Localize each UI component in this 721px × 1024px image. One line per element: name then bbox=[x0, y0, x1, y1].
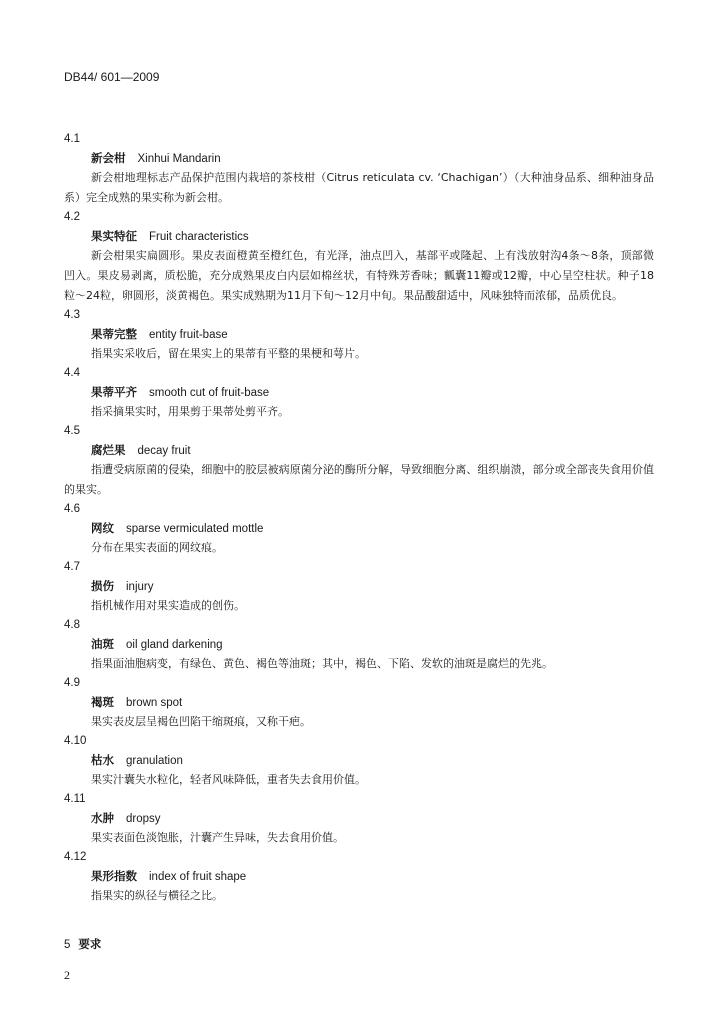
term-entry bbox=[64, 130, 654, 208]
term-entry bbox=[64, 558, 654, 616]
term-chinese-name: 腐烂果 bbox=[91, 443, 126, 457]
term-title bbox=[64, 226, 654, 246]
term-chinese-name: 网纹 bbox=[91, 521, 114, 535]
term-title bbox=[64, 634, 654, 654]
term-entry bbox=[64, 732, 654, 790]
term-chinese-name: 果蒂完整 bbox=[91, 327, 137, 341]
term-number: 4.9 bbox=[64, 677, 80, 689]
term-title bbox=[64, 808, 654, 828]
term-number: 4.4 bbox=[64, 367, 80, 379]
term-number: 4.8 bbox=[64, 619, 80, 631]
term-number: 4.10 bbox=[64, 735, 87, 747]
term-chinese-name: 损伤 bbox=[91, 579, 114, 593]
term-english-name: Xinhui Mandarin bbox=[137, 153, 221, 165]
document-code-header: DB44/ 601—2009 bbox=[64, 70, 160, 84]
term-title bbox=[64, 866, 654, 886]
term-title bbox=[64, 750, 654, 770]
term-entry bbox=[64, 790, 654, 848]
term-number: 4.5 bbox=[64, 425, 80, 437]
term-definition: 新会柑地理标志产品保护范围内栽培的茶枝柑（Citrus reticulata cv. ‘Chachigan’）（大种油身品系、细种油身品系）完全成熟的果实称为新会柑。 bbox=[64, 171, 654, 204]
term-definition: 指果实采收后，留在果实上的果蒂有平整的果梗和萼片。 bbox=[91, 347, 366, 360]
term-number: 4.2 bbox=[64, 211, 80, 223]
term-chinese-name: 水肿 bbox=[91, 811, 114, 825]
term-entry bbox=[64, 616, 654, 674]
term-number: 4.11 bbox=[64, 793, 86, 805]
term-entry bbox=[64, 306, 654, 364]
term-chinese-name: 果形指数 bbox=[91, 869, 137, 883]
term-english-name: smooth cut of fruit-base bbox=[149, 387, 270, 399]
term-entry bbox=[64, 208, 654, 306]
term-number: 4.7 bbox=[64, 561, 80, 573]
term-definition: 果实表皮层呈褐色凹陷干缩斑痕，又称干疤。 bbox=[91, 715, 311, 728]
term-title bbox=[64, 324, 654, 344]
term-english-name: brown spot bbox=[126, 697, 183, 709]
term-chinese-name: 枯水 bbox=[91, 753, 114, 767]
terms-list bbox=[64, 130, 654, 906]
term-title bbox=[64, 576, 654, 596]
term-chinese-name: 新会柑 bbox=[91, 151, 126, 165]
term-chinese-name: 果蒂平齐 bbox=[91, 385, 137, 399]
term-entry bbox=[64, 422, 654, 500]
term-definition: 指果实的纵径与横径之比。 bbox=[91, 889, 223, 902]
term-english-name: dropsy bbox=[126, 813, 161, 825]
term-entry bbox=[64, 500, 654, 558]
section-number: 5 bbox=[64, 939, 71, 951]
term-number: 4.12 bbox=[64, 851, 87, 863]
term-chinese-name: 油斑 bbox=[91, 637, 114, 651]
term-definition: 果实表面色淡饱胀，汁囊产生异味，失去食用价值。 bbox=[91, 831, 344, 844]
term-title bbox=[64, 518, 654, 538]
term-english-name: granulation bbox=[126, 755, 183, 767]
term-entry bbox=[64, 848, 654, 906]
term-definition: 分布在果实表面的网纹痕。 bbox=[91, 541, 223, 554]
term-english-name: sparse vermiculated mottle bbox=[126, 523, 264, 535]
term-title bbox=[64, 382, 654, 402]
term-chinese-name: 褐斑 bbox=[91, 695, 114, 709]
term-chinese-name: 果实特征 bbox=[91, 229, 137, 243]
term-number: 4.6 bbox=[64, 503, 80, 515]
section-heading bbox=[64, 936, 101, 952]
term-english-name: decay fruit bbox=[137, 445, 191, 457]
term-definition: 新会柑果实扁圆形。果皮表面橙黄至橙红色，有光泽，油点凹入，基部平或隆起、上有浅放射沟4条～8条，顶部微凹入。果皮易剥离，质松脆，充分成熟果皮白内层如棉丝状，有特殊芳香味；瓤囊11瓣或12瓣，中心呈空柱状。种子18粒～24粒，卵圆形，淡黄褐色。果实成熟期为11月下旬～12月中旬。果品酸甜适中，风味独特而浓郁，品质优良。 bbox=[64, 249, 654, 302]
term-definition: 指果面油胞病变，有绿色、黄色、褐色等油斑；其中，褐色、下陷、发软的油斑是腐烂的先兆。 bbox=[91, 657, 553, 670]
term-definition: 果实汁囊失水粒化，轻者风味降低，重者失去食用价值。 bbox=[91, 773, 366, 786]
term-definition: 指机械作用对果实造成的创伤。 bbox=[91, 599, 245, 612]
term-title bbox=[64, 692, 654, 712]
term-title bbox=[64, 148, 654, 168]
term-definition: 指采摘果实时，用果剪于果蒂处剪平齐。 bbox=[91, 405, 289, 418]
term-english-name: index of fruit shape bbox=[149, 871, 247, 883]
section-title: 要求 bbox=[78, 937, 102, 951]
term-english-name: injury bbox=[126, 581, 154, 593]
term-english-name: oil gland darkening bbox=[126, 639, 223, 651]
term-entry bbox=[64, 674, 654, 732]
page-number: 2 bbox=[64, 968, 70, 982]
term-english-name: entity fruit-base bbox=[149, 329, 228, 341]
term-title bbox=[64, 440, 654, 460]
term-number: 4.1 bbox=[64, 133, 80, 145]
term-number: 4.3 bbox=[64, 309, 80, 321]
term-english-name: Fruit characteristics bbox=[149, 231, 249, 243]
term-entry bbox=[64, 364, 654, 422]
term-definition: 指遭受病原菌的侵染，细胞中的胶层被病原菌分泌的酶所分解，导致细胞分离、组织崩溃，部分或全部丧失食用价值的果实。 bbox=[64, 463, 654, 496]
